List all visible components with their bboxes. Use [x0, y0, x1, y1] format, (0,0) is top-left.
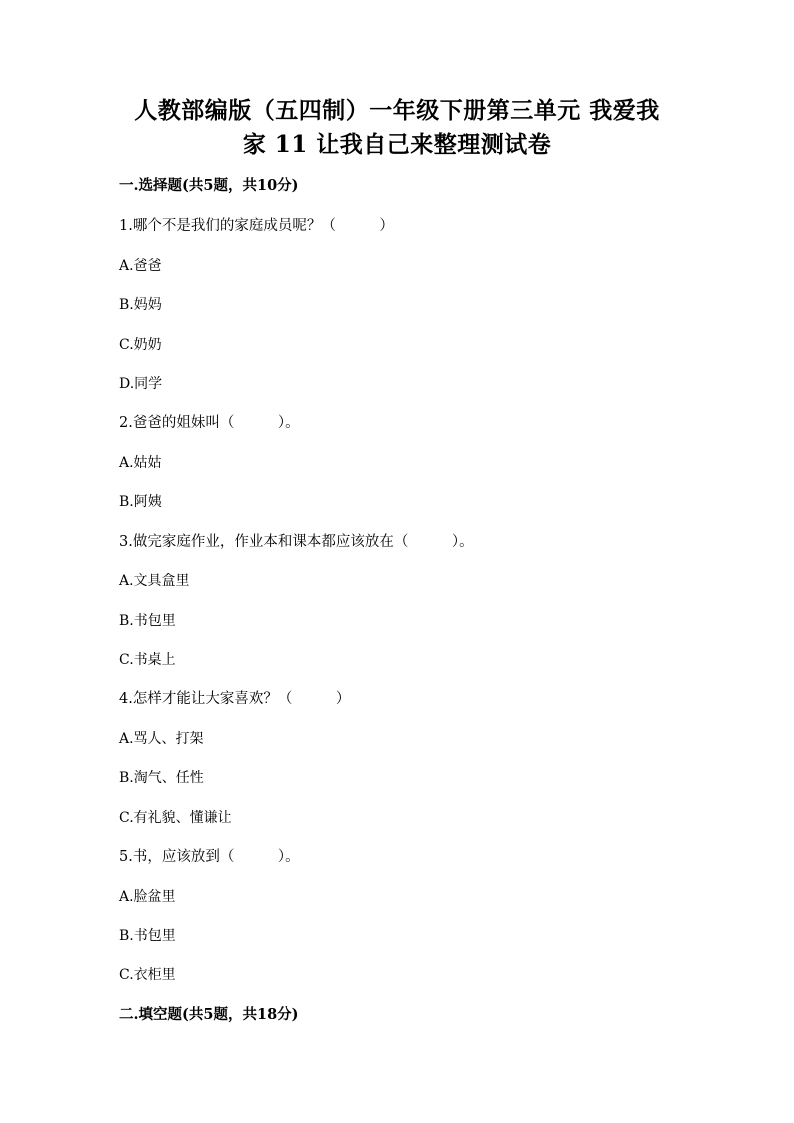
question-5-option-b: B.书包里	[119, 928, 176, 944]
question-4-option-c: C.有礼貌、懂谦让	[119, 810, 232, 826]
question-5-stem: 5.书，应该放到（ ）。	[119, 849, 300, 865]
question-4-option-b: B.淘气、任性	[119, 770, 204, 786]
question-1-option-a: A.爸爸	[119, 258, 162, 274]
question-2-option-a: A.姑姑	[119, 455, 162, 471]
question-1-stem: 1.哪个不是我们的家庭成员呢？（ ）	[119, 218, 394, 234]
question-4-stem: 4.怎样才能让大家喜欢？（ ）	[119, 691, 351, 707]
question-3-option-c: C.书桌上	[119, 652, 176, 668]
question-1-option-d: D.同学	[119, 376, 163, 392]
section-heading-multiple-choice: 一.选择题(共5题，共10分)	[119, 177, 299, 194]
question-3-option-a: A.文具盒里	[119, 573, 190, 589]
question-2-stem: 2.爸爸的姐妹叫（ ）。	[119, 415, 300, 431]
question-2-option-b: B.阿姨	[119, 494, 162, 510]
question-1-option-c: C.奶奶	[119, 337, 162, 353]
section-heading-fill-in-blank: 二.填空题(共5题，共18分)	[119, 1006, 299, 1023]
question-4-option-a: A.骂人、打架	[119, 731, 204, 747]
question-1-option-b: B.妈妈	[119, 297, 162, 313]
question-3-option-b: B.书包里	[119, 613, 176, 629]
question-5-option-a: A.脸盆里	[119, 889, 176, 905]
document-title-line-1: 人教部编版（五四制）一年级下册第三单元 我爱我	[134, 97, 660, 124]
question-3-stem: 3.做完家庭作业，作业本和课本都应该放在（ ）。	[119, 534, 474, 550]
question-5-option-c: C.衣柜里	[119, 967, 176, 983]
document-title-line-2: 家 11 让我自己来整理测试卷	[242, 131, 552, 158]
